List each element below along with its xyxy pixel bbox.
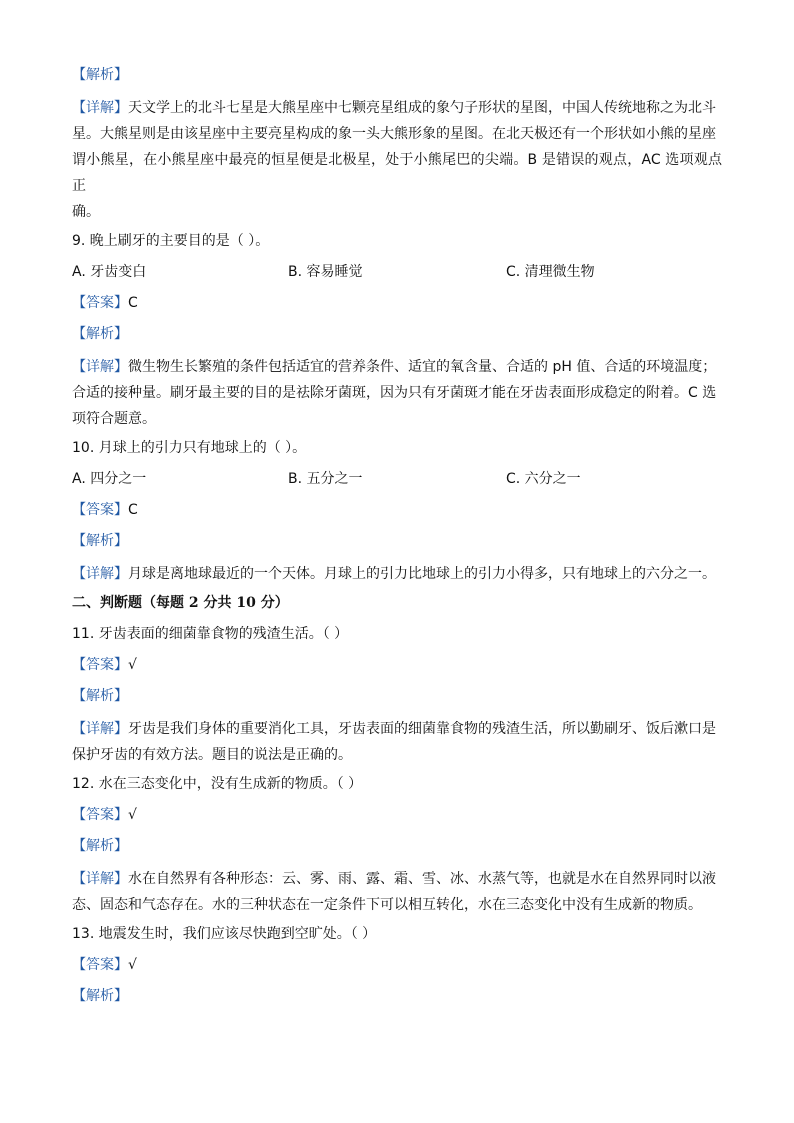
answer-tag: 【答案】 [72,957,128,973]
q11-analysis [72,685,722,707]
q10-option-a: A. 四分之一 [72,471,147,487]
q9-detail-line-1 [72,354,722,380]
q11-detail-line-2: 保护牙齿的有效方法。题目的说法是正确的。 [72,747,352,763]
section-title: 二、判断题（每题 2 分共 10 分） [72,595,289,611]
detail-tag: 【详解】 [72,100,128,116]
document-content [72,64,722,1016]
q9-detail-line-2: 合适的接种量。刷牙最主要的目的是祛除牙菌斑，因为只有牙菌斑才能在牙齿表面形成稳定的附着。C 选 [72,385,717,401]
answer-tag: 【答案】 [72,502,128,518]
analysis-tag: 【解析】 [72,838,128,854]
q10-option-b: B. 五分之一 [288,471,363,487]
q9-options [72,261,722,283]
answer-value: √ [128,957,137,973]
analysis-tag: 【解析】 [72,326,128,342]
q8-detail [72,95,722,225]
q12-analysis [72,835,722,857]
q11-detail-line-1 [72,716,722,742]
q9-detail-line-3: 项符合题意。 [72,411,156,427]
q10-detail-line-1 [72,561,722,587]
detail-text: 天文学上的北斗七星是大熊星座中七颗亮星组成的象勺子形状的星图，中国人传统地称之为北斗 [128,100,716,116]
q11-question: 11. 牙齿表面的细菌靠食物的残渣生活。（ ） [72,626,349,642]
q10-analysis [72,530,722,552]
q13-analysis [72,985,722,1007]
q9-option-c: C. 清理微生物 [506,264,595,280]
q13-question: 13. 地震发生时，我们应该尽快跑到空旷处。（ ） [72,926,377,942]
answer-tag: 【答案】 [72,657,128,673]
q12-detail-line-2: 态、固态和气态存在。水的三种状态在一定条件下可以相互转化，水在三态变化中没有生成新的物质。 [72,897,702,913]
q12-detail-line-1 [72,866,722,892]
q9-question: 9. 晚上刷牙的主要目的是（ ）。 [72,233,270,249]
detail-text: 牙齿是我们身体的重要消化工具，牙齿表面的细菌靠食物的残渣生活，所以勤刷牙、饭后漱口是 [128,721,716,737]
detail-text: 微生物生长繁殖的条件包括适宜的营养条件、适宜的氧含量、合适的 pH 值、合适的环境温度； [128,359,717,375]
q12-answer [72,804,722,826]
analysis-tag: 【解析】 [72,533,128,549]
answer-tag: 【答案】 [72,807,128,823]
detail-tag: 【详解】 [72,566,128,582]
analysis-tag: 【解析】 [72,988,128,1004]
q9-detail [72,354,722,432]
q9-option-b: B. 容易睡觉 [288,264,363,280]
answer-tag: 【答案】 [72,295,128,311]
answer-value: √ [128,657,137,673]
answer-value: C [128,502,138,518]
analysis-tag: 【解析】 [72,67,128,83]
q9-option-a: A. 牙齿变白 [72,264,147,280]
answer-value: √ [128,807,137,823]
q8-detail-line-2: 星。大熊星则是由该星座中主要亮星构成的象一头大熊形象的星图。在北天极还有一个形状如小熊的星座 [72,126,716,142]
q11-detail [72,716,722,768]
detail-tag: 【详解】 [72,871,128,887]
q8-detail-line-3: 谓小熊星，在小熊星座中最亮的恒星便是北极星，处于小熊尾巴的尖端。B 是错误的观点，AC 选项观点正 [72,152,722,194]
q9-analysis [72,323,722,345]
q10-question: 10. 月球上的引力只有地球上的（ ）。 [72,440,307,456]
q10-answer [72,499,722,521]
q11-answer [72,654,722,676]
q12-question: 12. 水在三态变化中，没有生成新的物质。（ ） [72,776,363,792]
detail-text: 月球是离地球最近的一个天体。月球上的引力比地球上的引力小得多，只有地球上的六分之一。 [128,566,716,582]
q13-answer [72,954,722,976]
answer-value: C [128,295,138,311]
analysis-tag: 【解析】 [72,688,128,704]
detail-text: 水在自然界有各种形态：云、雾、雨、露、霜、雪、冰、水蒸气等，也就是水在自然界同时以液 [128,871,716,887]
q8-detail-line-4: 确。 [72,204,100,220]
detail-tag: 【详解】 [72,359,128,375]
q10-option-c: C. 六分之一 [506,471,581,487]
q10-options [72,468,722,490]
q8-detail-line-1 [72,95,722,121]
q8-analysis [72,64,722,86]
q10-detail [72,561,722,587]
q9-answer [72,292,722,314]
q12-detail [72,866,722,918]
detail-tag: 【详解】 [72,721,128,737]
